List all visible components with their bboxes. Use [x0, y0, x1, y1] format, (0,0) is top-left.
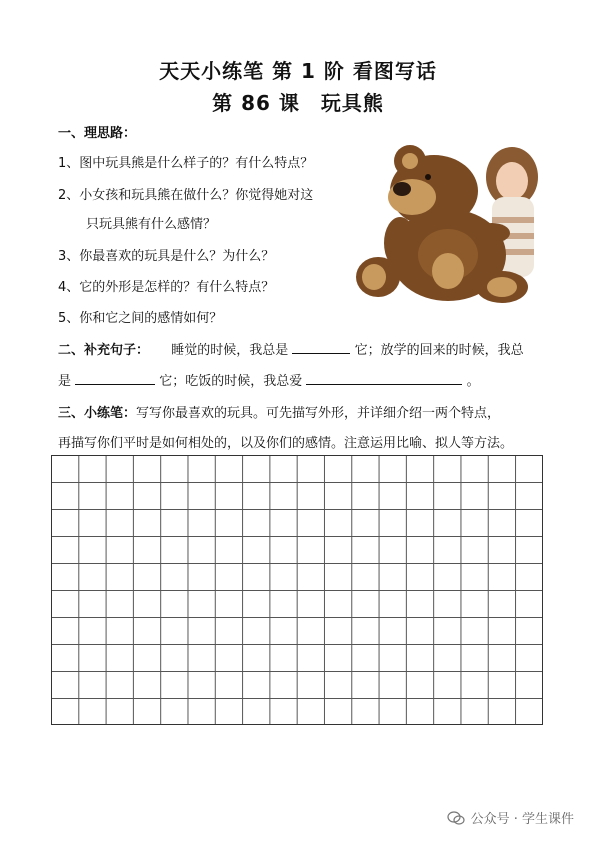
- sentence-part-4: 它；吃饭的时候，我总爱: [159, 374, 303, 389]
- watermark-text: 公众号 · 学生课件: [470, 812, 574, 827]
- question-4: 4、它的外形是怎样的？有什么特点？: [58, 280, 275, 295]
- question-1: 1、图中玩具熊是什么样子的？有什么特点？: [58, 156, 314, 171]
- section1-heading: 一、理思路：: [58, 126, 137, 141]
- blank-1[interactable]: [292, 341, 350, 354]
- sentence-part-2: 它；放学的回来的时候，我总: [354, 343, 524, 358]
- blank-3[interactable]: [306, 372, 462, 385]
- teddy-bear-photo: [352, 137, 550, 305]
- section2-heading: 二、补充句子：: [58, 343, 150, 358]
- sentence-part-1: 睡觉的时候，我总是: [171, 343, 289, 358]
- watermark: [447, 808, 574, 827]
- fill-sentence-line-2: [58, 370, 480, 389]
- question-5: 5、你和它之间的感情如何？: [58, 311, 223, 326]
- worksheet-title: 天天小练笔 第 1 阶 看图写话: [159, 59, 437, 83]
- sentence-part-3: 是: [58, 374, 72, 389]
- question-2-cont: 只玩具熊有什么感情？: [86, 217, 217, 232]
- section3-text-2: 再描写你们平时是如何相处的，以及你们的感情。注意运用比喻、拟人等方法。: [58, 436, 514, 451]
- section3-text-1: 写写你最喜欢的玩具。可先描写外形，并详细介绍一两个特点，: [136, 406, 501, 421]
- fill-sentence-line-1: [58, 339, 524, 358]
- section3-line-1: [58, 402, 500, 421]
- lesson-title: 第 86 课 玩具熊: [212, 91, 384, 115]
- question-2: 2、小女孩和玩具熊在做什么？你觉得她对这: [58, 188, 314, 203]
- writing-grid[interactable]: [51, 455, 543, 725]
- wechat-icon: [447, 811, 465, 825]
- blank-2[interactable]: [75, 372, 155, 385]
- question-3: 3、你最喜欢的玩具是什么？为什么？: [58, 249, 275, 264]
- section3-heading: 三、小练笔：: [58, 406, 137, 421]
- sentence-part-5: 。: [466, 374, 480, 389]
